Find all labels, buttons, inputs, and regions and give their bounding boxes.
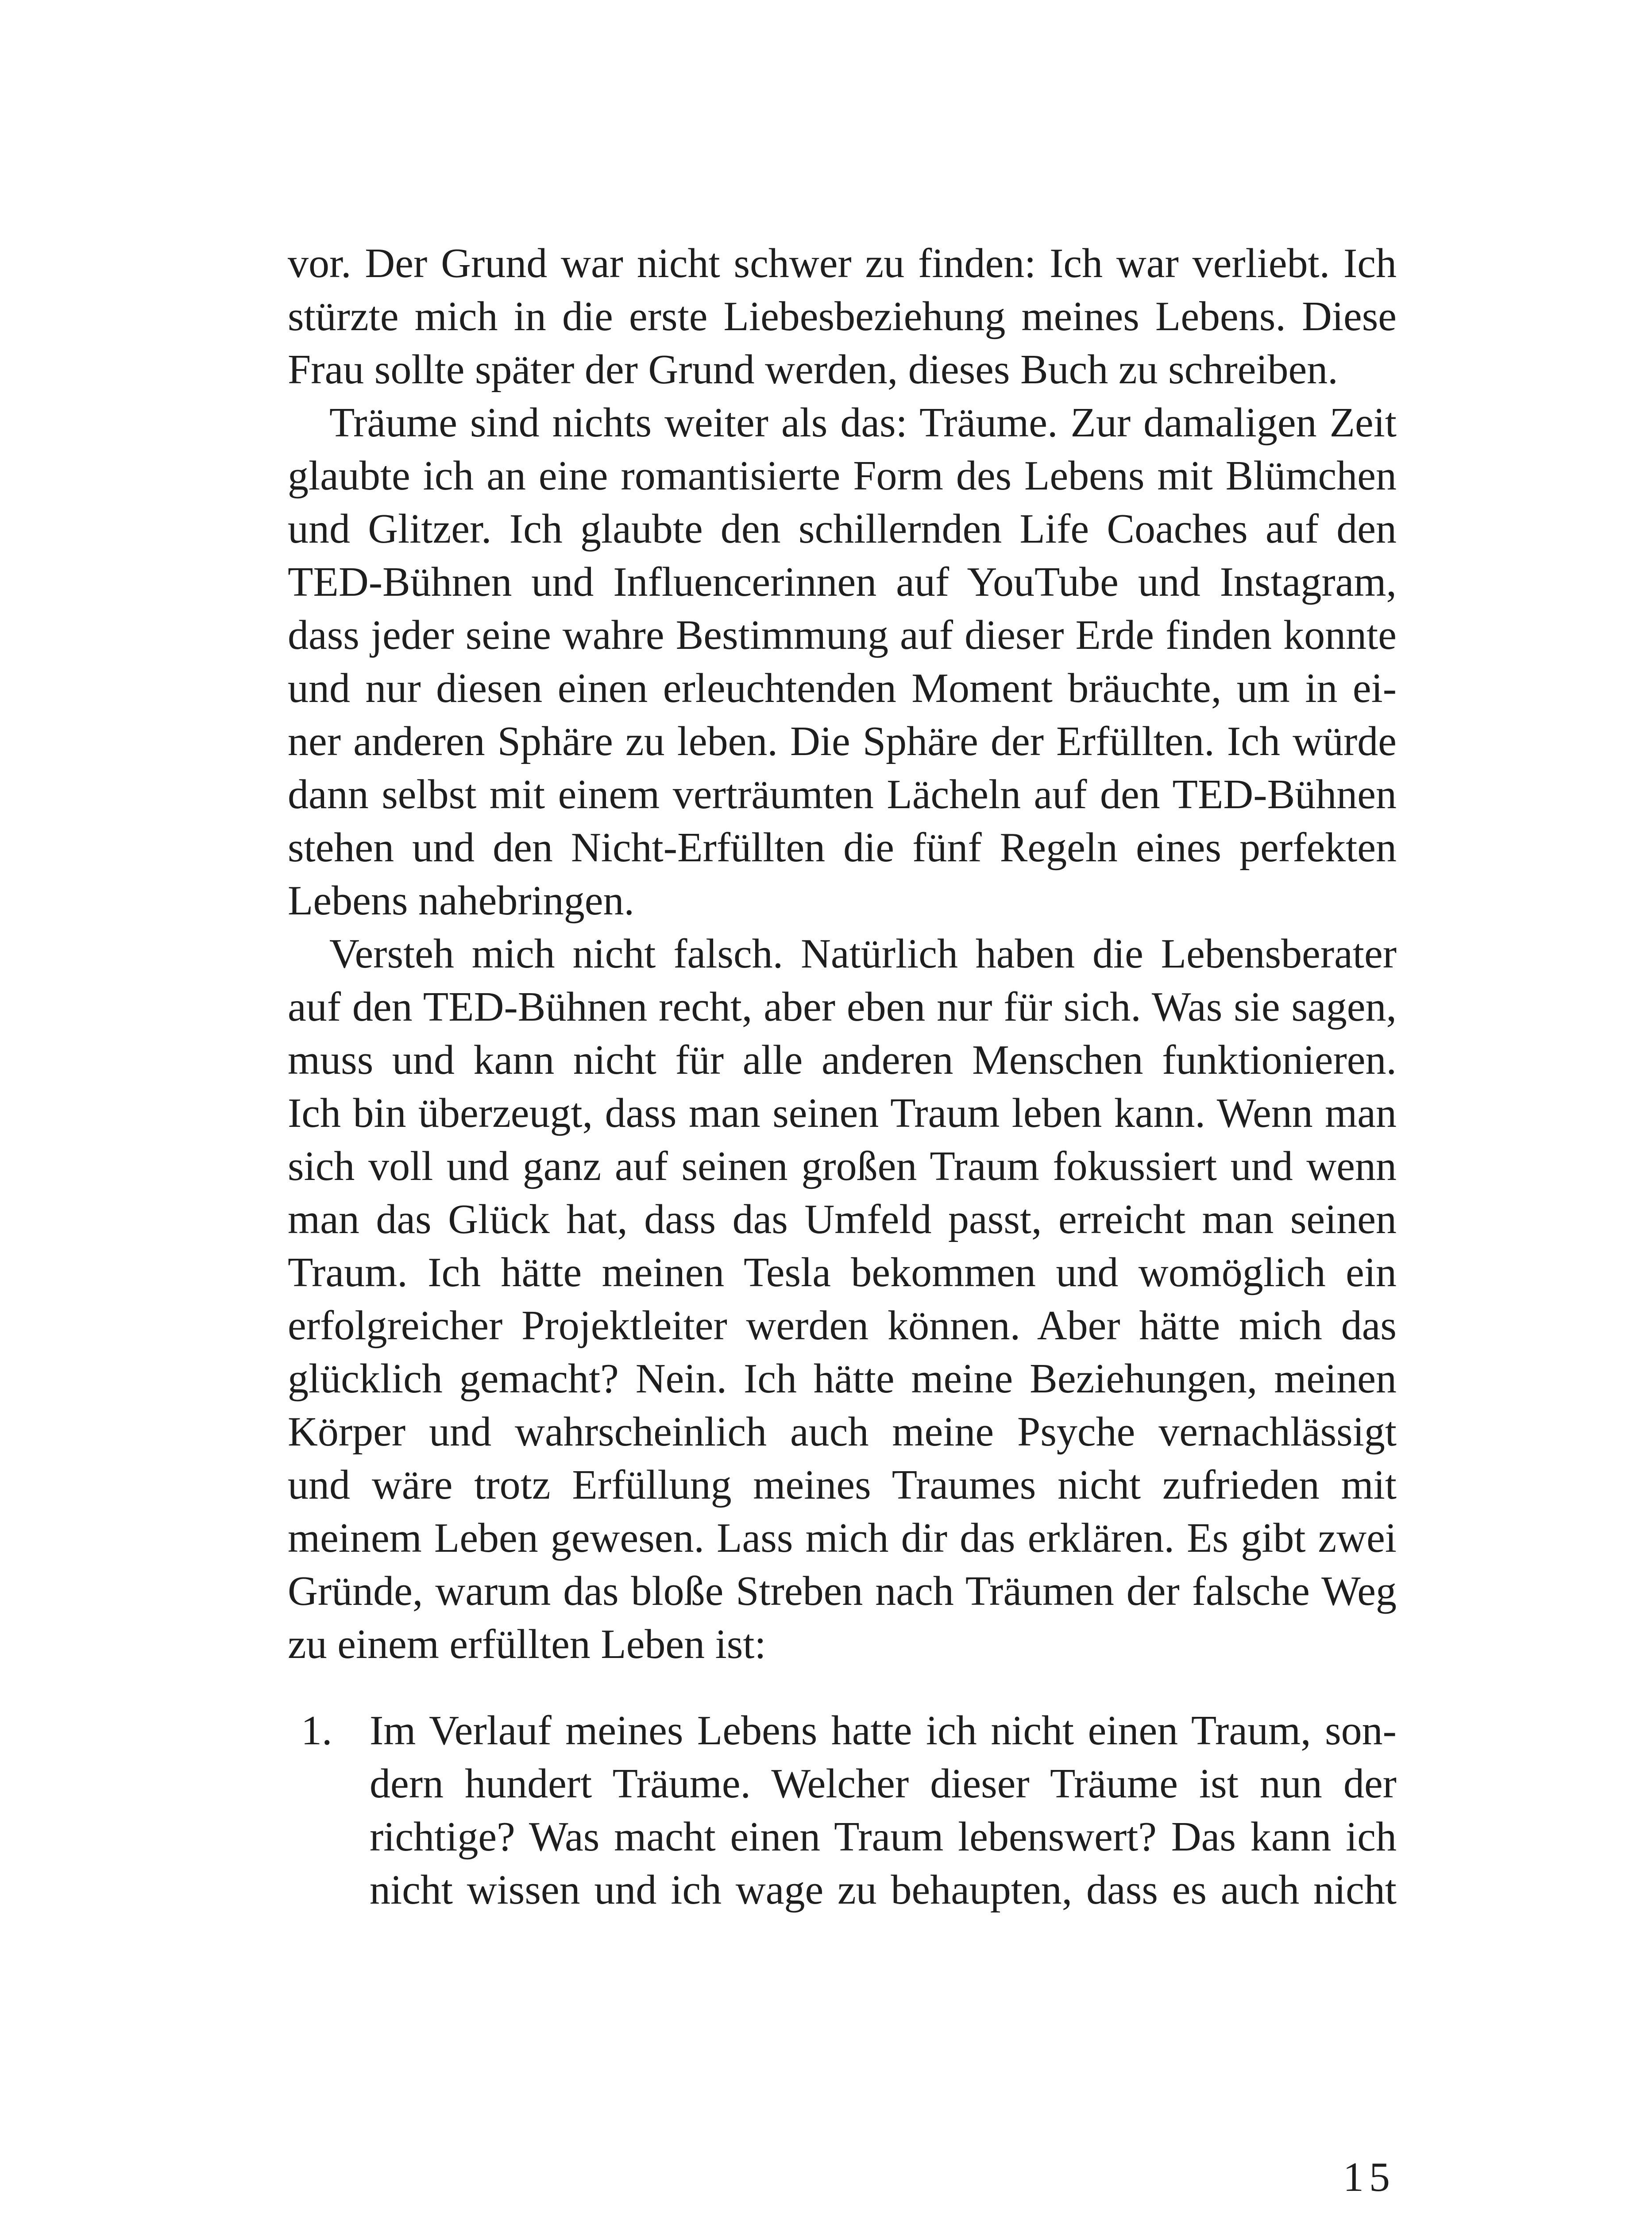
text-line: glaubte ich an eine romantisierte Form des Lebens mit Blümchen [288, 453, 1397, 499]
text-line: dass jeder seine wahre Bestimmung auf dieser Erde finden konnte [288, 612, 1397, 658]
text-line: zu einem erfüllten Leben ist: [288, 1621, 766, 1667]
text-line: Gründe, warum das bloße Streben nach Träumen der falsche Weg [288, 1568, 1397, 1614]
text-line: stürzte mich in die erste Liebesbeziehung meines Lebens. Diese [288, 293, 1397, 339]
text-line: Lebens nahebringen. [288, 878, 635, 924]
text-line: und wäre trotz Erfüllung meines Traumes nicht zufrieden mit [288, 1462, 1397, 1508]
text-line: Versteh mich nicht falsch. Natürlich haben die Lebensberater [329, 931, 1397, 977]
text-line: auf den TED-Bühnen recht, aber eben nur für sich. Was sie sagen, [288, 984, 1397, 1030]
text-line: Traum. Ich hätte meinen Tesla bekommen und womöglich ein [288, 1249, 1397, 1295]
paragraph [288, 396, 1397, 927]
text-line: dern hundert Träume. Welcher dieser Träume ist nun der [370, 1761, 1397, 1807]
text-line: Frau sollte später der Grund werden, dieses Buch zu schreiben. [288, 347, 1338, 393]
text-line: Ich bin überzeugt, dass man seinen Traum leben kann. Wenn man [288, 1090, 1397, 1136]
numbered-list-item [288, 1704, 1397, 1916]
body-text [288, 237, 1397, 1671]
text-line: dann selbst mit einem verträumten Lächeln auf den TED-Bühnen [288, 771, 1397, 817]
text-line: Träume sind nichts weiter als das: Träume. Zur damaligen Zeit [329, 400, 1397, 446]
text-line: man das Glück hat, dass das Umfeld passt, erreicht man seinen [288, 1196, 1397, 1242]
text-line: und nur diesen einen erleuchtenden Moment bräuchte, um in ei- [288, 665, 1397, 711]
page-number: 15 [1343, 2154, 1395, 2200]
text-line: und Glitzer. Ich glaubte den schillernden Life Coaches auf den [288, 506, 1397, 552]
text-line: stehen und den Nicht-Erfüllten die fünf Regeln eines perfekten [288, 825, 1397, 871]
text-line: sich voll und ganz auf seinen großen Traum fokussiert und wenn [288, 1143, 1397, 1189]
list-item-text [370, 1704, 1397, 1916]
text-line: meinem Leben gewesen. Lass mich dir das erklären. Es gibt zwei [288, 1515, 1397, 1561]
text-line: vor. Der Grund war nicht schwer zu finden: Ich war verliebt. Ich [288, 240, 1397, 286]
text-line: nicht wissen und ich wage zu behaupten, dass es auch nicht [370, 1867, 1397, 1913]
text-line: glücklich gemacht? Nein. Ich hätte meine Beziehungen, meinen [288, 1356, 1397, 1402]
list-number: 1. [301, 1708, 332, 1754]
text-line: Im Verlauf meines Lebens hatte ich nicht einen Traum, son- [370, 1708, 1397, 1754]
text-line: Körper und wahrscheinlich auch meine Psyche vernachlässigt [288, 1409, 1397, 1455]
text-line: ner anderen Sphäre zu leben. Die Sphäre der Erfüllten. Ich würde [288, 718, 1397, 764]
text-line: TED-Bühnen und Influencerinnen auf YouTube und Instagram, [288, 559, 1397, 605]
text-line: erfolgreicher Projektleiter werden können. Aber hätte mich das [288, 1303, 1397, 1349]
paragraph [288, 927, 1397, 1671]
paragraph [288, 237, 1397, 396]
text-line: muss und kann nicht für alle anderen Menschen funktionieren. [288, 1037, 1397, 1083]
text-line: richtige? Was macht einen Traum lebenswert? Das kann ich [370, 1814, 1397, 1860]
